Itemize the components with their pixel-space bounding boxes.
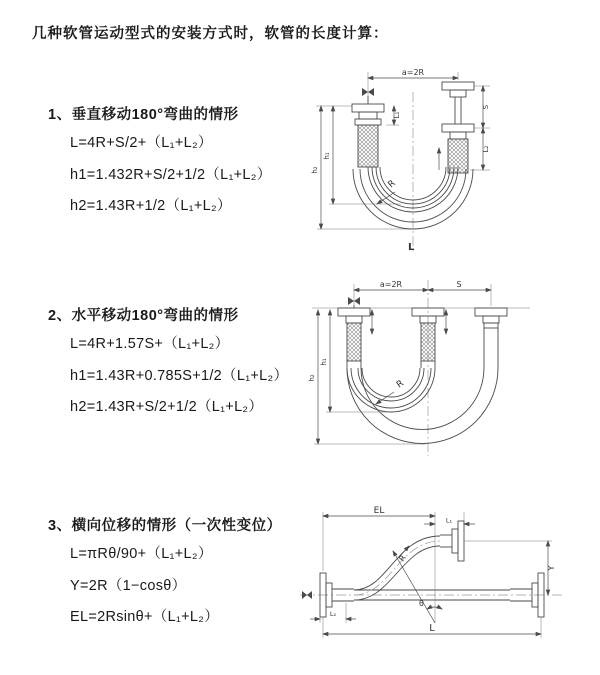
left-pipe-fitting (352, 104, 384, 167)
braided-hose (347, 323, 361, 361)
theta-arc (435, 607, 442, 609)
left-pipe-fitting (338, 308, 370, 361)
dim-label-s: S (456, 280, 462, 289)
radius-label: R (397, 553, 408, 564)
diagram-horizontal-bend (306, 278, 546, 462)
formula-line: h1=1.432R+S/2+1/2（L₁+L₂） (70, 166, 272, 183)
formula-line: h2=1.43R+S/2+1/2（L₁+L₂） (70, 399, 264, 416)
diagram-vertical-bend (306, 66, 546, 258)
dim-label-a2r: a=2R (379, 280, 403, 289)
dim-label-h1: h₁ (320, 358, 328, 366)
valve-icon (302, 591, 312, 599)
radius-label: R (386, 178, 398, 191)
page-title: 几种软管运动型式的安装方式时，软管的长度计算： (32, 26, 389, 42)
hose-bend-arcs (347, 361, 498, 444)
formula-line: EL=2Rsinθ+（L₁+L₂） (70, 609, 220, 626)
radius-leader (400, 546, 409, 556)
dim-label-h2: h₂ (308, 374, 316, 382)
moved-pipe-fitting (475, 308, 507, 368)
formula-line: L=πRθ/90+（L₁+L₂） (70, 546, 213, 563)
dim-label-s: S (482, 104, 490, 110)
middle-pipe-fitting (412, 308, 444, 361)
section1-formulas (70, 126, 272, 221)
theta-arc (427, 607, 435, 609)
braided-hose (358, 125, 378, 167)
dim-label-l: L (429, 623, 435, 634)
dim-label-y: Y (547, 565, 556, 571)
braided-hose (421, 323, 435, 361)
formula-line: L=4R+S/2+（L₁+L₂） (70, 135, 213, 152)
dim-label-a2r: a=2R (401, 68, 425, 77)
dim-label-l2: L₂ (329, 610, 337, 618)
upper-right-flange (440, 521, 464, 561)
dim-label-el: EL (373, 506, 385, 516)
dim-label-h1: h₁ (323, 152, 331, 160)
section3-formulas (70, 537, 219, 632)
right-pipe-fitting (442, 82, 474, 173)
formula-line: Y=2R（1−cosθ） (70, 577, 187, 594)
formula-line: h2=1.43R+1/2（L₁+L₂） (70, 198, 232, 215)
section2-formulas (70, 327, 288, 422)
diagram-lateral-displacement (296, 503, 568, 648)
section2-heading: 2、水平移动180°弯曲的情形 (48, 308, 239, 324)
radius-label: R (394, 378, 406, 391)
dim-label-l2: L₂ (482, 145, 490, 153)
formula-line: h1=1.43R+0.785S+1/2（L₁+L₂） (70, 367, 289, 384)
radius-leader (376, 392, 394, 404)
dim-label-h2: h₂ (311, 166, 319, 174)
radius-diagonal (393, 551, 435, 623)
section3-heading: 3、横向位移的情形（一次性变位） (48, 518, 282, 534)
theta-label: θ (419, 599, 424, 608)
length-label: L (408, 242, 415, 253)
dim-label-l1: L₁ (445, 516, 453, 525)
dim-label-l1: L₁ (393, 111, 401, 119)
formula-line: L=4R+1.57S+（L₁+L₂） (70, 336, 230, 353)
section1-heading: 1、垂直移动180°弯曲的情形 (48, 107, 239, 123)
